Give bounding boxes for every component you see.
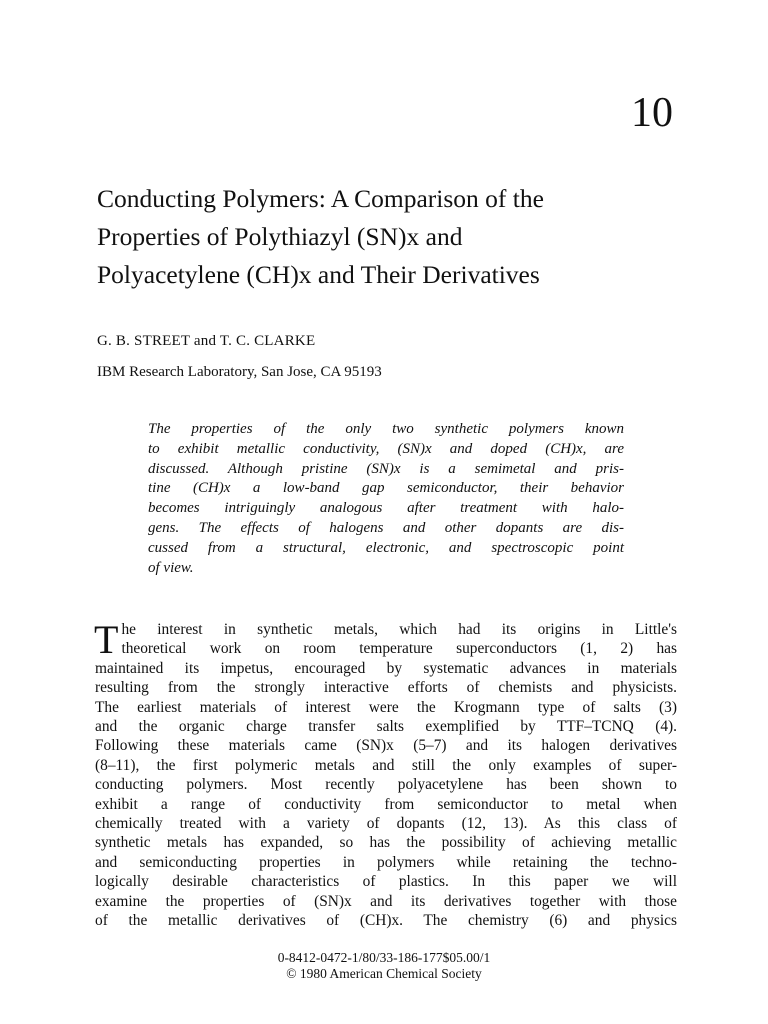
abstract-line: The properties of the only two synthetic polymers known bbox=[148, 421, 624, 437]
body-line: exhibit a range of conductivity from semiconductor to metal when bbox=[95, 795, 677, 813]
body-line: he interest in synthetic metals, which had its origins in Little's bbox=[121, 621, 677, 638]
abstract-line: of view. bbox=[148, 559, 194, 576]
body-line: theoretical work on room temperature superconductors (1, 2) has bbox=[121, 640, 677, 658]
abstract bbox=[148, 420, 624, 578]
abstract-line: discussed. Although pristine (SN)x is a semimetal and pris- bbox=[148, 460, 624, 477]
title-line: Conducting Polymers: A Comparison of the bbox=[97, 184, 544, 213]
body-line: and the organic charge transfer salts exemplified by TTF–TCNQ (4). bbox=[95, 718, 677, 736]
body-line: conducting polymers. Most recently polyacetylene has been shown to bbox=[95, 776, 677, 794]
abstract-line: to exhibit metallic conductivity, (SN)x and doped (CH)x, are bbox=[148, 440, 624, 457]
body-line: logically desirable characteristics of plastics. In this paper we will bbox=[95, 873, 677, 891]
body-line: maintained its impetus, encouraged by systematic advances in materials bbox=[95, 659, 677, 677]
drop-cap: T bbox=[94, 617, 119, 662]
affiliation: IBM Research Laboratory, San Jose, CA 95193 bbox=[97, 364, 382, 380]
body-line: The earliest materials of interest were the Krogmann type of salts (3) bbox=[95, 698, 677, 716]
abstract-line: cussed from a structural, electronic, and spectroscopic point bbox=[148, 539, 624, 556]
title-line: Polyacetylene (CH)x and Their Derivatives bbox=[97, 260, 540, 289]
body-line: (8–11), the first polymeric metals and still the only examples of super- bbox=[95, 756, 677, 774]
abstract-line: tine (CH)x a low-band gap semiconductor, their behavior bbox=[148, 480, 624, 497]
body-line: synthetic metals has expanded, so has the possibility of achieving metallic bbox=[95, 834, 677, 852]
body-text bbox=[94, 617, 677, 931]
abstract-line: becomes intriguingly analogous after treatment with halo- bbox=[148, 500, 624, 517]
body-line: examine the properties of (SN)x and its derivatives together with those bbox=[95, 892, 677, 910]
abstract-line: gens. The effects of halogens and other dopants are dis- bbox=[148, 519, 624, 536]
body-line: chemically treated with a variety of dopants (12, 13). As this class of bbox=[95, 815, 677, 833]
page-title bbox=[97, 180, 697, 294]
body-line: and semiconducting properties in polymers while retaining the techno- bbox=[95, 853, 677, 871]
footer-copyright: © 1980 American Chemical Society bbox=[286, 966, 482, 981]
body-line: resulting from the strongly interactive efforts of chemists and physicists. bbox=[95, 679, 677, 697]
body-line: of the metallic derivatives of (CH)x. The chemistry (6) and physics bbox=[95, 912, 677, 930]
title-line: Properties of Polythiazyl (SN)x and bbox=[97, 222, 463, 251]
footer bbox=[0, 950, 768, 982]
footer-code: 0-8412-0472-1/80/33-186-177$05.00/1 bbox=[277, 950, 491, 965]
body-line: Following these materials came (SN)x (5–7) and its halogen derivatives bbox=[95, 737, 677, 755]
authors: G. B. STREET and T. C. CLARKE bbox=[97, 333, 316, 349]
chapter-number: 10 bbox=[631, 90, 673, 136]
